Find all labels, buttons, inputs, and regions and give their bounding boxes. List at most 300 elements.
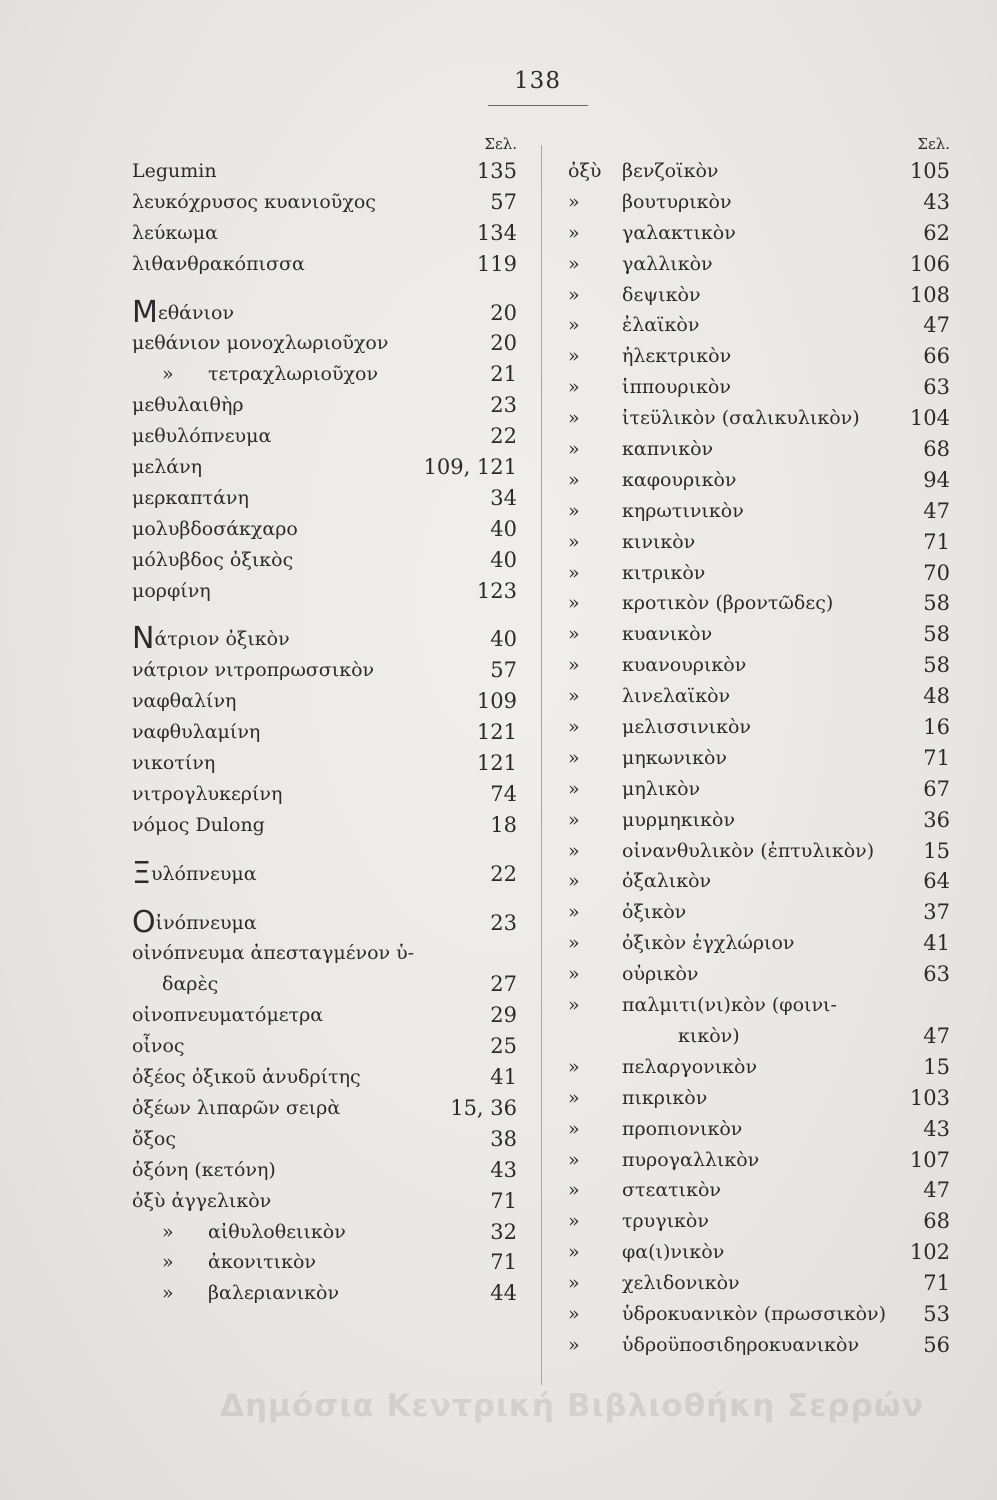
- index-term-text: πελαργονικὸν: [622, 1055, 758, 1078]
- page-reference: 94: [923, 467, 950, 492]
- index-term-text: καφουρικὸν: [622, 468, 737, 491]
- index-term-text: ὀξαλικὸν: [622, 870, 712, 893]
- section-initial: Ο: [132, 904, 156, 940]
- page-reference: 32: [490, 1219, 517, 1244]
- index-term-text: χελιδονικὸν: [622, 1272, 740, 1295]
- ditto-mark: »: [568, 623, 580, 646]
- index-entry: [132, 1247, 517, 1278]
- page-reference: 109: [476, 689, 517, 714]
- page-reference: 20: [490, 300, 517, 325]
- index-term: [132, 810, 265, 841]
- index-entry: [568, 465, 950, 496]
- index-term-text: μυρμηκικὸν: [622, 808, 735, 831]
- index-term-text: στεατικὸν: [622, 1179, 721, 1202]
- column-header-right: [568, 132, 950, 156]
- index-term: [162, 1278, 339, 1309]
- index-term: [132, 655, 374, 686]
- index-entry: [568, 187, 950, 218]
- index-entry: [132, 655, 517, 686]
- ditto-mark: »: [568, 190, 580, 213]
- index-term: [132, 545, 293, 576]
- index-term-text: οἰνοπνευματόμετρα: [132, 1004, 324, 1027]
- page-reference: 43: [923, 1116, 950, 1141]
- page-reference: 108: [909, 282, 950, 307]
- index-term-text: λιθανθρακόπισσα: [132, 252, 305, 275]
- index-term-text: αἰθυλοθειικὸν: [208, 1220, 346, 1243]
- index-entry: [132, 359, 517, 390]
- index-term-text: κιτρικὸν: [622, 561, 706, 584]
- section-gap: [132, 841, 517, 859]
- index-entry: [132, 1217, 517, 1248]
- index-term-text: ὀξὺ ἀγγελικὸν: [132, 1189, 272, 1212]
- index-term-text: μελισσινικὸν: [622, 716, 751, 739]
- index-term: [132, 328, 388, 359]
- index-entry: [132, 686, 517, 717]
- page-reference: 37: [923, 900, 950, 925]
- ditto-mark: »: [568, 839, 580, 862]
- index-term-text: ἱππουρικὸν: [622, 376, 731, 399]
- index-term: [132, 483, 249, 514]
- ditto-mark: »: [568, 221, 580, 244]
- index-entry: [568, 836, 950, 867]
- index-term-text: οἰνόπνευμα ἀπεσταγμένον ὑ-: [132, 942, 415, 965]
- index-entry: [568, 1268, 950, 1299]
- page-reference: 41: [490, 1065, 517, 1090]
- index-term: [132, 748, 215, 779]
- index-entry: [132, 187, 517, 218]
- index-entry: [568, 959, 950, 990]
- index-entry: [568, 558, 950, 589]
- ditto-mark: »: [568, 407, 580, 430]
- index-column-left: [132, 132, 517, 1309]
- index-term-text: εθάνιον: [157, 301, 234, 324]
- page-reference: 56: [923, 1332, 950, 1357]
- index-entry: [568, 341, 950, 372]
- index-entry: [568, 434, 950, 465]
- index-term: [132, 218, 218, 249]
- index-term: [132, 621, 290, 657]
- index-term-text: ὀξικὸν ἐγχλώριον: [622, 932, 795, 955]
- index-entry: [132, 452, 517, 483]
- index-entry: [132, 421, 517, 452]
- page-reference: 20: [490, 331, 517, 356]
- ditto-mark: »: [568, 1179, 580, 1202]
- index-term: [132, 1124, 176, 1155]
- index-entry: [568, 403, 950, 434]
- ditto-mark: »: [162, 363, 174, 386]
- index-term: [132, 576, 211, 607]
- index-entry: [132, 218, 517, 249]
- index-entry: [568, 310, 950, 341]
- ditto-mark: »: [568, 499, 580, 522]
- section-initial: Ξ: [132, 855, 151, 891]
- ditto-mark: »: [162, 1220, 174, 1243]
- index-term-text: νιτρογλυκερίνη: [132, 782, 283, 805]
- page-reference: 43: [490, 1157, 517, 1182]
- section-initial: Μ: [132, 294, 158, 330]
- page-reference: 71: [923, 529, 950, 554]
- page-reference: 40: [490, 547, 517, 572]
- page-reference: 71: [490, 1250, 517, 1275]
- index-term-text: μολυβδοσάκχαρο: [132, 517, 298, 540]
- index-term-text: ναφθαλίνη: [132, 690, 237, 713]
- index-term-text: βενζοϊκὸν: [622, 160, 719, 182]
- index-term-text: ἀκονιτικὸν: [208, 1251, 316, 1274]
- index-entry: [568, 156, 950, 187]
- index-entry: [132, 249, 517, 280]
- index-term-text: μεθυλόπνευμα: [132, 425, 272, 448]
- index-term-text: λευκόχρυσος κυανιοῦχος: [132, 190, 376, 213]
- index-entry: [132, 1031, 517, 1062]
- index-entry: [568, 805, 950, 836]
- index-column-right: [568, 132, 950, 1361]
- index-term-text: ἐλαϊκὸν: [622, 314, 700, 337]
- index-entry: [132, 779, 517, 810]
- page-column-label: Σελ.: [484, 135, 517, 153]
- ditto-mark: »: [568, 530, 580, 553]
- index-entry: [132, 621, 517, 657]
- index-term: [132, 779, 282, 810]
- page-reference: 71: [923, 745, 950, 770]
- page-number: 138: [514, 68, 561, 94]
- index-entry: [568, 897, 950, 928]
- index-entry: [132, 717, 517, 748]
- index-entry: [568, 1206, 950, 1237]
- ditto-mark: »: [568, 314, 580, 337]
- index-entry: [568, 1175, 950, 1206]
- index-term-text: μηλικὸν: [622, 777, 701, 800]
- page-reference: 34: [490, 485, 517, 510]
- ditto-mark: »: [568, 1055, 580, 1078]
- page-reference: 47: [923, 313, 950, 338]
- index-term-text: νόμος Dulong: [132, 813, 265, 836]
- index-term-text: μεθάνιον μονοχλωριοῦχον: [132, 332, 389, 355]
- index-term: [162, 969, 218, 1000]
- index-term-text: ὑδροϋποσιδηροκυανικὸν: [622, 1333, 860, 1356]
- index-term-text: ὀξέος ὀξικοῦ ἀνυδρίτης: [132, 1066, 361, 1089]
- index-term-text: ὀξικὸν: [622, 901, 687, 924]
- page-number-rule: [488, 105, 588, 106]
- index-term-text: πικρικὸν: [622, 1086, 708, 1109]
- page-reference: 58: [923, 622, 950, 647]
- index-term-text: κυανουρικὸν: [622, 654, 747, 677]
- index-term: [132, 1031, 185, 1062]
- index-term: [132, 294, 234, 330]
- ditto-mark: »: [568, 438, 580, 461]
- index-term-text: μερκαπτάνη: [132, 486, 249, 509]
- page-reference: 25: [490, 1034, 517, 1059]
- page-reference: 109, 121: [423, 455, 517, 480]
- page-reference: 70: [923, 560, 950, 585]
- index-entry: [132, 390, 517, 421]
- index-entry: [132, 938, 517, 969]
- page-reference: 41: [923, 931, 950, 956]
- index-term: [132, 514, 298, 545]
- page-reference: 58: [923, 591, 950, 616]
- index-entry: [132, 1186, 517, 1217]
- index-term: [132, 390, 244, 421]
- index-entry: [132, 1093, 517, 1124]
- page-reference: 134: [476, 220, 517, 245]
- page-reference: 22: [490, 424, 517, 449]
- index-term: [132, 1000, 323, 1031]
- page-reference: 105: [909, 159, 950, 183]
- ditto-mark: »: [568, 283, 580, 306]
- index-term-text: οὐρικὸν: [622, 963, 699, 986]
- page-reference: 64: [923, 869, 950, 894]
- ditto-mark: »: [568, 746, 580, 769]
- page-reference: 71: [490, 1188, 517, 1213]
- ditto-mark: »: [568, 932, 580, 955]
- page-reference: 68: [923, 1209, 950, 1234]
- ditto-mark: »: [568, 808, 580, 831]
- index-term-text: κυανικὸν: [622, 623, 713, 646]
- index-term-text: ὄξος: [132, 1127, 176, 1150]
- index-term: [132, 717, 260, 748]
- index-entry: [568, 928, 950, 959]
- index-entry: [132, 810, 517, 841]
- page-reference: 40: [490, 516, 517, 541]
- index-entry: [568, 588, 950, 619]
- index-term-text: ὀξέων λιπαρῶν σειρὰ: [132, 1096, 341, 1119]
- index-term-text: δεψικὸν: [622, 283, 701, 306]
- index-term-text: μεθυλαιθὴρ: [132, 394, 244, 417]
- page-reference: 36: [923, 807, 950, 832]
- index-term-text: καπνικὸν: [622, 438, 714, 461]
- index-term-text: μορφίνη: [132, 579, 211, 602]
- index-term-text: κινικὸν: [622, 530, 696, 553]
- section-gap: [132, 606, 517, 624]
- index-entry: [568, 990, 950, 1021]
- page-column-label: Σελ.: [917, 135, 950, 153]
- index-term: [132, 686, 236, 717]
- page-reference: 104: [909, 406, 950, 431]
- index-term-text: υλόπνευμα: [150, 862, 257, 885]
- page-reference: 47: [923, 498, 950, 523]
- page-reference: 22: [490, 861, 517, 886]
- page-reference: 43: [923, 189, 950, 214]
- index-entry: [132, 904, 517, 940]
- ditto-mark: »: [568, 654, 580, 677]
- ditto-mark: »: [568, 777, 580, 800]
- index-term-text: τρυγικὸν: [622, 1210, 709, 1233]
- index-entry: [132, 576, 517, 607]
- page-reference: 63: [923, 375, 950, 400]
- index-term-text: βαλεριανικὸν: [208, 1282, 340, 1305]
- page-reference: 16: [923, 715, 950, 740]
- index-term-text: νικοτίνη: [132, 752, 216, 775]
- index-entry: [568, 774, 950, 805]
- page-reference: 135: [476, 159, 517, 183]
- ditto-mark: »: [568, 1117, 580, 1140]
- index-entry: [568, 1145, 950, 1176]
- index-entry: [568, 1114, 950, 1145]
- index-term-text: μελάνη: [132, 456, 202, 479]
- index-term-text: φα(ι)νικὸν: [622, 1241, 725, 1264]
- page-reference: 47: [923, 1023, 950, 1048]
- page-reference: 23: [490, 393, 517, 418]
- library-watermark: Δημόσια Κεντρική Βιβλιοθήκη Σερρών: [220, 1388, 924, 1424]
- index-term-text: άτριον ὀξικὸν: [154, 628, 290, 651]
- index-term-text: μόλυβδος ὀξικὸς: [132, 548, 294, 571]
- ditto-mark: ὀξὺ: [568, 160, 602, 182]
- index-term-text: ναφθυλαμίνη: [132, 721, 261, 744]
- index-term: [132, 938, 414, 969]
- index-term: [132, 1062, 361, 1093]
- page-reference: 57: [490, 189, 517, 214]
- index-entry: [568, 1052, 950, 1083]
- index-entry: [568, 1021, 950, 1052]
- index-entry: [568, 866, 950, 897]
- page-reference: 103: [909, 1085, 950, 1110]
- ditto-mark: »: [568, 252, 580, 275]
- page-reference: 66: [923, 344, 950, 369]
- index-entry: [132, 1062, 517, 1093]
- index-entry: [568, 619, 950, 650]
- index-term: [162, 1247, 316, 1278]
- ditto-mark: »: [568, 592, 580, 615]
- index-term-text: πυρογαλλικὸν: [622, 1148, 760, 1171]
- page-reference: 38: [490, 1126, 517, 1151]
- index-term-text: ἰτεϋλικὸν (σαλικυλικὸν): [622, 407, 860, 430]
- ditto-mark: »: [568, 1210, 580, 1233]
- page-reference: 106: [909, 251, 950, 276]
- page-reference: 27: [490, 972, 517, 997]
- index-term-text: δαρὲς: [162, 973, 219, 996]
- index-term-text: παλμιτι(νι)κὸν (φοινι-: [622, 994, 837, 1017]
- index-term-text: μηκωνικὸν: [622, 746, 727, 769]
- index-term-text: κικὸν): [678, 1024, 740, 1047]
- index-term: [162, 359, 378, 390]
- index-entry: [132, 1278, 517, 1309]
- index-entry: [568, 218, 950, 249]
- index-term: [132, 1093, 340, 1124]
- ditto-mark: »: [568, 376, 580, 399]
- page-reference: 107: [909, 1147, 950, 1172]
- index-entry: [132, 483, 517, 514]
- index-term: [162, 1217, 346, 1248]
- page-reference: 68: [923, 437, 950, 462]
- page-reference: 74: [490, 781, 517, 806]
- index-entry: [132, 1124, 517, 1155]
- section-gap: [132, 280, 517, 298]
- ditto-mark: »: [568, 901, 580, 924]
- index-term-text: γαλακτικὸν: [622, 221, 736, 244]
- index-entry: [568, 743, 950, 774]
- index-term: [132, 421, 271, 452]
- index-term-text: ἰνόπνευμα: [155, 911, 257, 934]
- ditto-mark: »: [568, 994, 580, 1017]
- index-entry: [568, 712, 950, 743]
- index-term: [132, 904, 257, 940]
- index-entry: [132, 1155, 517, 1186]
- index-term-text: τετραχλωριοῦχον: [208, 363, 379, 386]
- index-term-text: νάτριον νιτροπρωσσικὸν: [132, 659, 375, 682]
- index-term-text: Legumin: [132, 160, 217, 182]
- page-reference: 21: [490, 362, 517, 387]
- ditto-mark: »: [568, 1086, 580, 1109]
- ditto-mark: »: [162, 1282, 174, 1305]
- index-entry: [568, 1083, 950, 1114]
- page-reference: 102: [909, 1240, 950, 1265]
- index-entry: [568, 527, 950, 558]
- ditto-mark: »: [568, 468, 580, 491]
- page-reference: 15: [923, 1054, 950, 1079]
- index-entry: [132, 969, 517, 1000]
- index-entry: [132, 545, 517, 576]
- index-entry: [568, 280, 950, 311]
- index-term: [132, 1155, 276, 1186]
- index-entry: [568, 249, 950, 280]
- index-term-text: προπιονικὸν: [622, 1117, 743, 1140]
- column-header-left: [132, 132, 517, 156]
- index-term-text: κηρωτινικὸν: [622, 499, 744, 522]
- ditto-mark: »: [568, 345, 580, 368]
- ditto-mark: »: [568, 1241, 580, 1264]
- page-reference: 15: [923, 838, 950, 863]
- index-term-text: οἶνος: [132, 1035, 185, 1058]
- page-reference: 23: [490, 910, 517, 935]
- page-reference: 18: [490, 812, 517, 837]
- index-entry: [132, 514, 517, 545]
- section-gap: [132, 890, 517, 908]
- index-entry: [568, 372, 950, 403]
- index-entry: [132, 294, 517, 330]
- index-entry: [568, 1299, 950, 1330]
- page-reference: 119: [476, 251, 517, 276]
- page-reference: 57: [490, 658, 517, 683]
- index-term: [132, 1186, 271, 1217]
- index-term-text: βουτυρικὸν: [622, 190, 732, 213]
- index-entry: [568, 1237, 950, 1268]
- index-entry: [132, 855, 517, 891]
- page-reference: 58: [923, 653, 950, 678]
- index-term-text: ὀξόνη (κετόνη): [132, 1158, 276, 1181]
- index-term-text: κροτικὸν (βροντῶδες): [622, 592, 834, 615]
- page-reference: 67: [923, 776, 950, 801]
- page-reference: 40: [490, 627, 517, 652]
- index-entry: [568, 1330, 950, 1361]
- page-reference: 62: [923, 220, 950, 245]
- ditto-mark: »: [568, 1333, 580, 1356]
- index-entry: [132, 1000, 517, 1031]
- ditto-mark: »: [568, 1302, 580, 1325]
- index-term: [132, 855, 257, 891]
- page-reference: 15, 36: [450, 1095, 517, 1120]
- page-reference: 63: [923, 962, 950, 987]
- page-reference: 29: [490, 1003, 517, 1028]
- index-term-text: γαλλικὸν: [622, 252, 713, 275]
- index-entry: [568, 650, 950, 681]
- index-term-text: λινελαϊκὸν: [622, 685, 731, 708]
- ditto-mark: »: [568, 870, 580, 893]
- section-initial: Ν: [132, 621, 155, 657]
- page-reference: 53: [923, 1301, 950, 1326]
- ditto-mark: »: [568, 716, 580, 739]
- index-term: [132, 156, 217, 187]
- page-reference: 123: [476, 578, 517, 603]
- ditto-mark: »: [568, 963, 580, 986]
- ditto-mark: »: [568, 561, 580, 584]
- ditto-mark: »: [568, 1272, 580, 1295]
- index-term-text: ἠλεκτρικὸν: [622, 345, 732, 368]
- index-entry: [132, 748, 517, 779]
- index-entry: [132, 156, 517, 187]
- ditto-mark: »: [568, 685, 580, 708]
- index-entry: [568, 681, 950, 712]
- page-reference: 44: [490, 1281, 517, 1306]
- page-reference: 48: [923, 684, 950, 709]
